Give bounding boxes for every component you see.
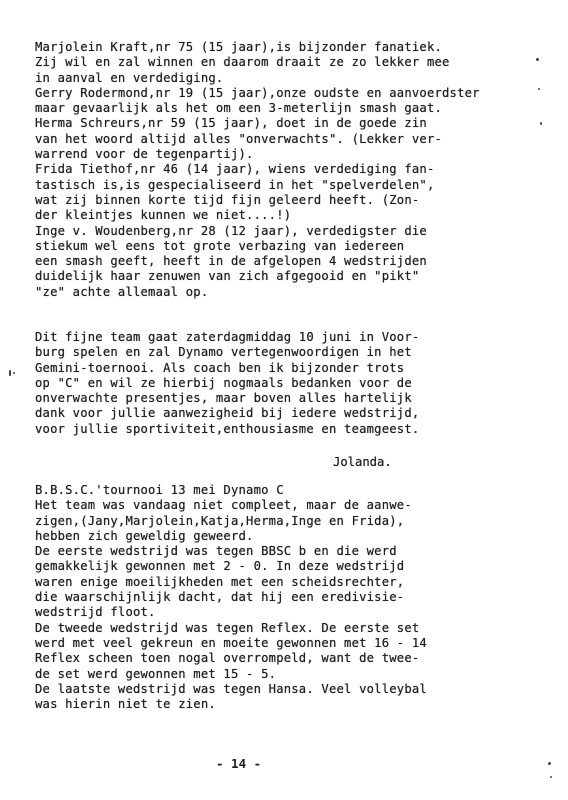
text-line: Dit fijne team gaat zaterdagmiddag 10 juni in Voor- [35,330,420,344]
scan-speck [9,370,11,376]
text-line: op "C" en wil ze hierbij nogmaals bedanken voor de [35,375,412,390]
signature: Jolanda. [333,455,392,469]
text-line: De eerste wedstrijd was tegen BBSC b en die werd [35,544,397,559]
text-line: der kleintjes kunnen we niet....!) [35,208,292,223]
text-line: maar gevaarlijk als het om een 3-meterlijn smash gaat. [35,101,443,116]
text-line: was hierin niet te zien. [35,697,216,712]
text-line: die waarschijnlijk dacht, dat hij een eredivisie- [35,590,405,605]
text-line: stiekum wel eens tot grote verbazing van iedereen [35,238,405,253]
text-line: duidelijk haar zenuwen van zich afgegooid en "pikt" [35,269,420,284]
text-line: B.B.S.C.'tournooi 13 mei Dynamo C [35,483,284,497]
player-descriptions-paragraph [35,40,555,300]
scan-speck [13,372,15,374]
text-line: gemakkelijk gewonnen met 2 - 0. In deze wedstrijd [35,559,405,574]
text-line: in aanval en verdediging. [35,70,224,85]
text-line: zigen,(Jany,Marjolein,Katja,Herma,Inge en Frida), [35,513,405,528]
text-line: Inge v. Woudenberg,nr 28 (12 jaar), verdedigster die [35,223,427,238]
text-line: Zij wil en zal winnen en daarom draait ze zo lekker mee [35,55,450,70]
scan-speck [550,776,552,778]
text-line: Frida Tiethof,nr 46 (14 jaar), wiens verdediging fan- [35,162,435,177]
scan-speck [536,58,539,61]
text-line: Het team was vandaag niet compleet, maar de aanwe- [35,498,412,513]
text-line: warrend voor de tegenpartij). [35,147,254,162]
text-line: de set werd gewonnen met 15 - 5. [35,666,277,681]
scan-speck [540,122,542,125]
text-line: onverwachte presentjes, maar boven alles hartelijk [35,391,412,406]
page-number: - 14 - [216,756,262,771]
text-line: werd met veel gekreun en moeite gewonnen met 16 - 14 [35,635,427,650]
text-line: tastisch is,is gespecialiseerd in het "spelverdelen", [35,177,435,192]
text-line: Marjolein Kraft,nr 75 (15 jaar),is bijzonder fanatiek. [35,40,443,54]
scan-speck [538,88,540,90]
text-line: hebben zich geweldig geweerd. [35,528,254,543]
text-line: "ze" achte allemaal op. [35,284,209,299]
text-line: De tweede wedstrijd was tegen Reflex. De eerste set [35,620,420,635]
text-line: wedstrijd floot. [35,605,156,620]
text-line: voor jullie sportiviteit,enthousiasme en teamgeest. [35,421,420,436]
text-line: van het woord altijd alles "onverwachts". (Lekker ver- [35,131,443,146]
tournament-report-paragraph [35,483,555,712]
text-line: een smash geeft, heeft in de afgelopen 4 wedstrijden [35,254,427,269]
text-line: dank voor jullie aanwezigheid bij iedere wedstrijd, [35,406,420,421]
text-line: Gerry Rodermond,nr 19 (15 jaar),onze oudste en aanvoerdster [35,85,480,100]
text-line: Herma Schreurs,nr 59 (15 jaar), doet in de goede zin [35,116,427,131]
text-line: waren enige moeilijkheden met een scheidsrechter, [35,574,405,589]
text-line: Reflex scheen toen nogal overrompeld, want de twee- [35,651,420,666]
text-line: Gemini-toernooi. Als coach ben ik bijzonder trots [35,360,405,375]
text-line: burg spelen en zal Dynamo vertegenwoordigen in het [35,345,412,360]
text-line: wat zij binnen korte tijd fijn geleerd heeft. (Zon- [35,192,420,207]
scan-speck [548,762,551,765]
coach-message-paragraph [35,330,555,437]
text-line: De laatste wedstrijd was tegen Hansa. Veel volleybal [35,681,427,696]
